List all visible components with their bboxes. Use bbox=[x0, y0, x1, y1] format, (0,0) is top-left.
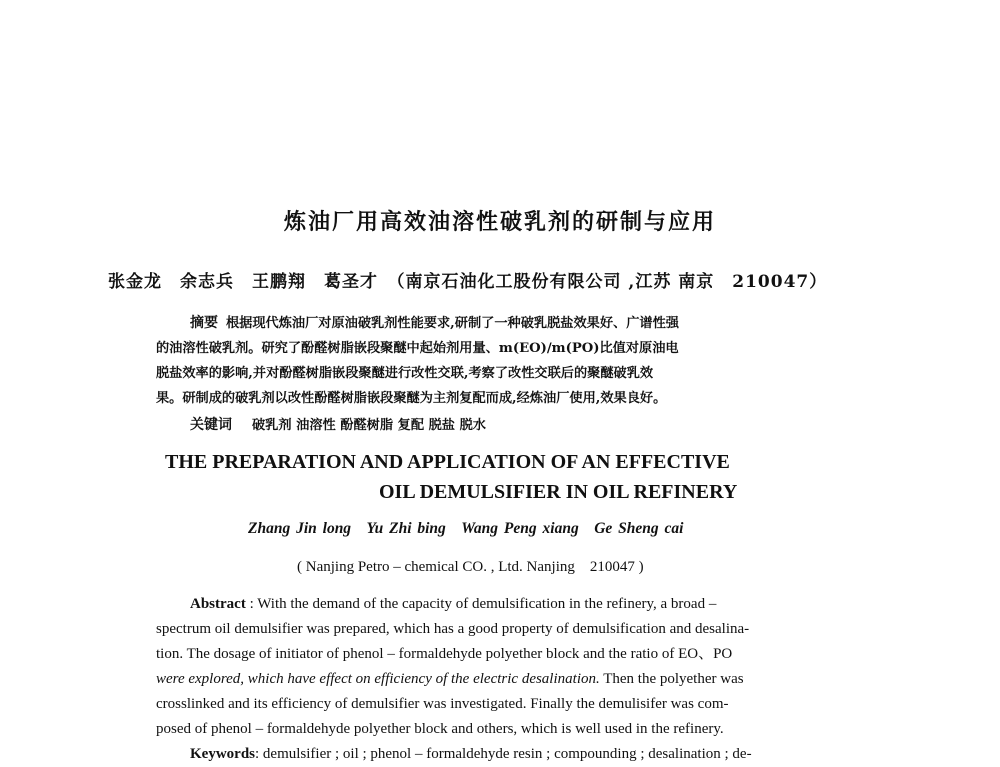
english-abstract-line: crosslinked and its efficiency of demulsifier was investigated. Finally the demulisifer was com- bbox=[156, 696, 729, 712]
english-keywords-list: : demulsifier ; oil ; phenol – formaldehyde resin ; compounding ; desalination ; de- bbox=[255, 746, 752, 762]
english-abstract-line: spectrum oil demulsifier was prepared, which has a good property of demulsification and desalina- bbox=[156, 621, 750, 637]
chinese-abstract bbox=[156, 311, 846, 411]
english-keywords-label: Keywords bbox=[190, 746, 255, 762]
english-title-line-1: THE PREPARATION AND APPLICATION OF AN EFFECTIVE bbox=[165, 451, 730, 473]
chinese-abstract-line: 果。研制成的破乳剂以改性酚醛树脂嵌段聚醚为主剂复配而成,经炼油厂使用,效果良好。 bbox=[156, 391, 667, 406]
chinese-keywords-label: 关键词 bbox=[190, 417, 232, 433]
english-affiliation: ( Nanjing Petro – chemical CO. , Ltd. Nanjing 210047 ) bbox=[297, 559, 644, 575]
chinese-abstract-line: 的油溶性破乳剂。研究了酚醛树脂嵌段聚醚中起始剂用量、m(EO)/m(PO)比值对原油电 bbox=[156, 341, 679, 356]
english-abstract-label: Abstract bbox=[190, 596, 246, 612]
chinese-abstract-line: 脱盐效率的影响,并对酚醛树脂嵌段聚醚进行改性交联,考察了改性交联后的聚醚破乳效 bbox=[156, 366, 654, 381]
english-abstract-line: Abstract : With the demand of the capacity of demulsification in the refinery, a broad – bbox=[190, 596, 717, 612]
english-keywords bbox=[156, 742, 846, 767]
english-title-line-2: OIL DEMULSIFIER IN OIL REFINERY bbox=[379, 481, 738, 503]
chinese-abstract-label: 摘要 bbox=[190, 315, 218, 331]
chinese-authors-affiliation: 张金龙 余志兵 王鹏翔 葛圣才 （南京石油化工股份有限公司 ,江苏 南京 210047） bbox=[108, 272, 828, 292]
english-authors: Zhang Jin long Yu Zhi bing Wang Peng xiang Ge Sheng cai bbox=[248, 520, 684, 537]
english-abstract bbox=[156, 592, 846, 767]
english-abstract-line: were explored, which have effect on efficiency of the electric desalination. Then the polyether was bbox=[156, 671, 744, 687]
chinese-abstract-line: 摘要 根据现代炼油厂对原油破乳剂性能要求,研制了一种破乳脱盐效果好、广谱性强 bbox=[190, 315, 679, 331]
chinese-title: 炼油厂用高效油溶性破乳剂的研制与应用 bbox=[283, 209, 716, 235]
chinese-keywords-list: 破乳剂 油溶性 酚醛树脂 复配 脱盐 脱水 bbox=[252, 418, 486, 433]
chinese-keywords bbox=[190, 414, 486, 434]
english-abstract-line: tion. The dosage of initiator of phenol – formaldehyde polyether block and the ratio of EO、PO bbox=[156, 646, 733, 662]
english-abstract-line: posed of phenol – formaldehyde polyether block and others, which is well used in the refinery. bbox=[156, 721, 724, 737]
